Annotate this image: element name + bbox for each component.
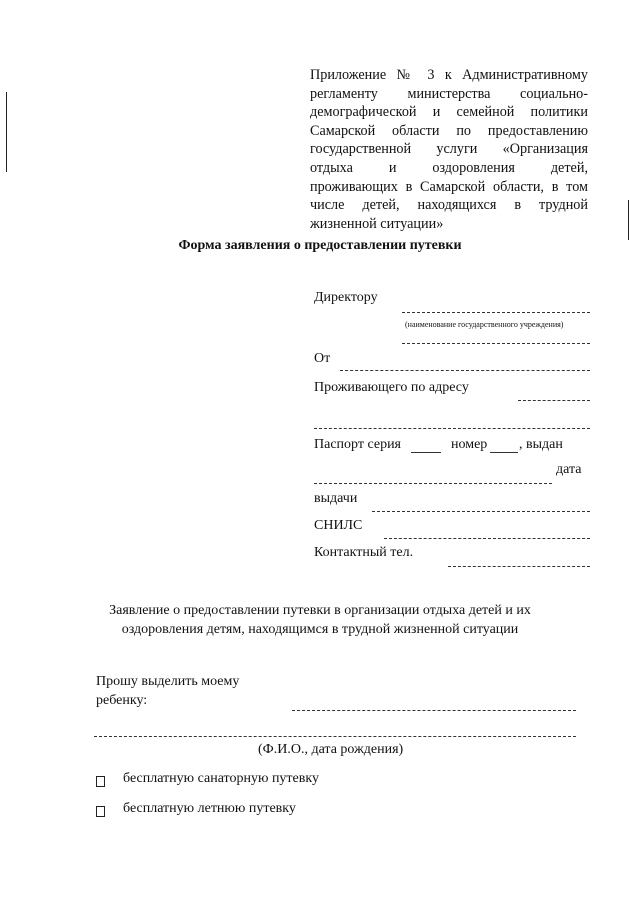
statement-title [0,601,640,639]
appendix-line: демографической и семейной политики [310,104,588,121]
snils-label: СНИЛС [314,518,363,533]
appendix-line: проживающих в Самарской области, в том [310,178,588,195]
date-label: дата [556,462,582,477]
passport-number-label: номер [451,437,488,452]
issue-label: выдачи [314,491,358,506]
issue-date-field-line [372,511,590,512]
option-label-sanatorium: бесплатную санаторную путевку [123,771,319,786]
option-checkbox-summer[interactable] [96,806,105,817]
address-label: Проживающего по адресу [314,380,469,395]
appendix-line: жизненной ситуации» [310,215,444,232]
child-caption: (Ф.И.О., дата рождения) [258,742,404,757]
appendix-line: государственной услуги «Организация [310,141,588,158]
appendix-reference [310,66,588,233]
passport-issued-label: , выдан [519,437,563,452]
request-line: Прошу выделить моему [96,674,240,689]
institution-caption: (наименование государственного учреждения) [405,320,564,329]
passport-number-field [490,452,518,453]
phone-field-line [448,566,590,567]
director-label: Директору [314,290,378,305]
phone-label: Контактный тел. [314,545,414,560]
passport-series-label: Паспорт серия [314,437,401,452]
option-label-summer: бесплатную летнюю путевку [123,801,296,816]
appendix-line: числе детей, находящихся в трудной [310,197,588,214]
child-field-line-2 [94,736,576,737]
address-field-line-2 [314,428,590,429]
appendix-line: Самарской области по предоставлению [310,122,588,139]
child-field-line-1 [292,710,576,711]
statement-title-line: Заявление о предоставлении путевки в организации отдыха детей и их [109,603,531,618]
margin-mark-left [6,92,7,172]
appendix-line: Приложение № 3 к Административному [310,67,588,83]
passport-series-field [411,452,441,453]
margin-mark-right [628,200,629,240]
appendix-line: отдыха и оздоровления детей, [310,159,588,176]
director-field-line [402,312,590,313]
issued-by-field-line [314,483,552,484]
request-text [96,672,239,710]
appendix-line: регламенту министерства социально- [310,85,588,102]
snils-field-line [384,538,590,539]
form-title: Форма заявления о предоставлении путевки [178,238,462,253]
address-field-line-1 [518,400,590,401]
institution-field-line [402,343,590,344]
from-label: От [314,351,331,366]
request-line: ребенку: [96,693,148,708]
from-field-line [340,370,590,371]
statement-title-line: оздоровления детям, находящимся в трудной жизненной ситуации [121,622,519,637]
option-checkbox-sanatorium[interactable] [96,776,105,787]
